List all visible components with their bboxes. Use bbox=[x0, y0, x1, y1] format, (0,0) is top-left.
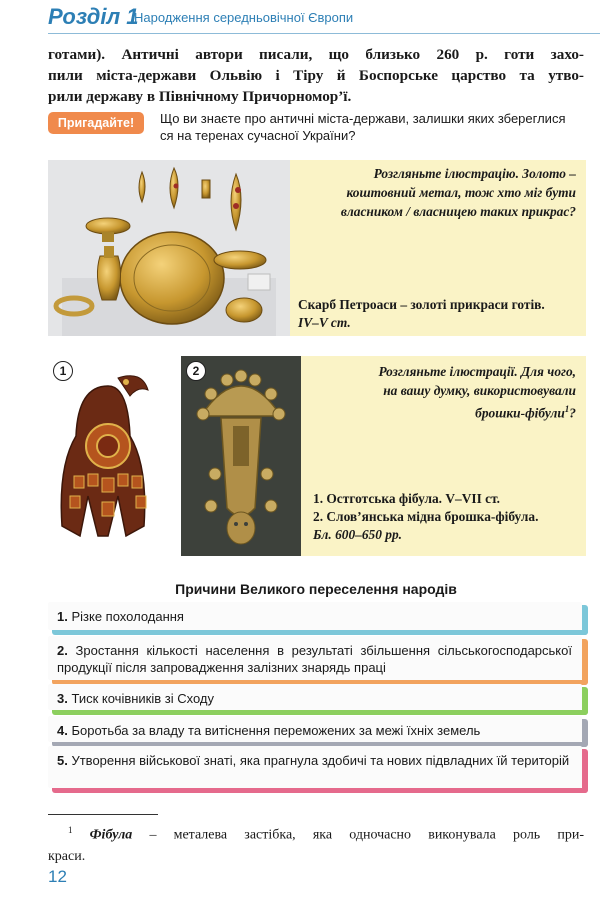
caption-1: 1. Остготська фібула. V–VII ст. bbox=[313, 491, 501, 506]
footnote-reference: 1 bbox=[564, 404, 570, 414]
cause-color-edge bbox=[582, 719, 588, 747]
cause-number: 2. bbox=[57, 643, 68, 658]
fibula-question-box bbox=[301, 356, 586, 556]
cause-color-edge bbox=[582, 605, 588, 635]
question-line-text: брошки-фібули bbox=[475, 405, 565, 421]
figure-number-2: 2 bbox=[186, 361, 206, 381]
intro-line: рили державу в Північному Причорномор’ї. bbox=[48, 88, 352, 105]
treasure-illustration bbox=[48, 160, 290, 336]
intro-line: пили міста-держави Ольвію і Тіру й Боспорське царство та утво- bbox=[48, 67, 584, 84]
causes-title: Причини Великого переселення народів bbox=[175, 581, 457, 597]
remember-question-line: ся на теренах сучасної України? bbox=[160, 128, 356, 143]
question-line: коштовний метал, тож хто міг бути bbox=[346, 185, 576, 200]
cause-item bbox=[48, 746, 582, 788]
cause-text: Зростання кількості населення в результаті збільшення сільськогосподарської продукції після запровадження залізних знарядь праці bbox=[57, 643, 572, 675]
ostrogoth-fibula-photo bbox=[48, 356, 168, 556]
fibula-captions bbox=[313, 490, 583, 544]
cause-number: 4. bbox=[57, 723, 68, 738]
figure-number-1: 1 bbox=[53, 361, 73, 381]
page-number: 12 bbox=[48, 867, 67, 886]
caption-line: IV–V ст. bbox=[298, 315, 351, 330]
caption-line: Скарб Петроаси – золоті прикраси готів. bbox=[298, 297, 545, 312]
cause-number: 5. bbox=[57, 753, 68, 768]
header-rule bbox=[48, 33, 600, 34]
question-mark: ? bbox=[569, 405, 576, 421]
cause-text: Боротьба за владу та витіснення переможених за межі їхніх земель bbox=[71, 723, 481, 738]
footnote-line bbox=[48, 820, 584, 846]
footnote-mark: 1 bbox=[68, 825, 73, 835]
cause-text: Утворення військової знаті, яка прагнула здобичі та нових підвладних їй територій bbox=[71, 753, 570, 768]
treasure-caption bbox=[298, 296, 578, 332]
cause-color-bar bbox=[52, 630, 588, 635]
cause-number: 3. bbox=[57, 691, 68, 706]
bronze-fibula-illustration bbox=[181, 356, 301, 556]
treasure-question bbox=[296, 164, 576, 221]
page-header bbox=[0, 0, 600, 36]
chapter-subtitle: Народження середньовічної Європи bbox=[134, 10, 354, 25]
cause-item bbox=[48, 636, 582, 680]
footnote-line-2: краси. bbox=[48, 848, 86, 864]
cause-number: 1. bbox=[57, 609, 68, 624]
cause-item bbox=[48, 716, 582, 742]
cause-item bbox=[48, 684, 582, 710]
slavic-fibula-photo bbox=[181, 356, 301, 556]
cause-color-edge bbox=[582, 749, 588, 793]
footnote-term: Фібула bbox=[89, 827, 133, 843]
remember-question-line: Що ви знаєте про античні міста-держави, залишки яких збереглися bbox=[160, 111, 566, 126]
cause-color-bar bbox=[52, 710, 588, 715]
treasure-photo bbox=[48, 160, 290, 336]
question-line: власником / власницею таких прикрас? bbox=[340, 204, 576, 219]
remember-badge: Пригадайте! bbox=[48, 112, 144, 134]
intro-paragraph bbox=[48, 44, 584, 107]
question-line: Розгляньте ілюстрації. Для чого, bbox=[378, 364, 576, 379]
caption-2: 2. Слов’янська мідна брошка-фібула. bbox=[313, 509, 539, 524]
eagle-fibula-illustration bbox=[48, 356, 168, 556]
chapter-title: Розділ 1 bbox=[48, 4, 139, 29]
remember-question bbox=[160, 110, 580, 144]
fibula-question bbox=[306, 362, 576, 422]
question-line: на вашу думку, використовували bbox=[383, 383, 576, 398]
cause-item bbox=[48, 602, 582, 630]
footnote-definition: – металева застібка, яка одночасно виконувала роль при- bbox=[132, 827, 584, 843]
cause-color-bar bbox=[52, 788, 588, 793]
intro-line: готами). Античні автори писали, що близько 260 р. готи захо- bbox=[48, 46, 584, 63]
treasure-question-box bbox=[290, 160, 586, 336]
cause-text: Різке похолодання bbox=[71, 609, 184, 624]
cause-color-edge bbox=[582, 639, 588, 685]
footnote bbox=[48, 820, 584, 867]
cause-text: Тиск кочівників зі Сходу bbox=[71, 691, 215, 706]
cause-color-edge bbox=[582, 687, 588, 715]
question-line bbox=[306, 400, 576, 422]
question-line: Розгляньте ілюстрацію. Золото – bbox=[373, 166, 576, 181]
caption-2-date: Бл. 600–650 рр. bbox=[313, 527, 403, 542]
footnote-rule bbox=[48, 814, 158, 815]
